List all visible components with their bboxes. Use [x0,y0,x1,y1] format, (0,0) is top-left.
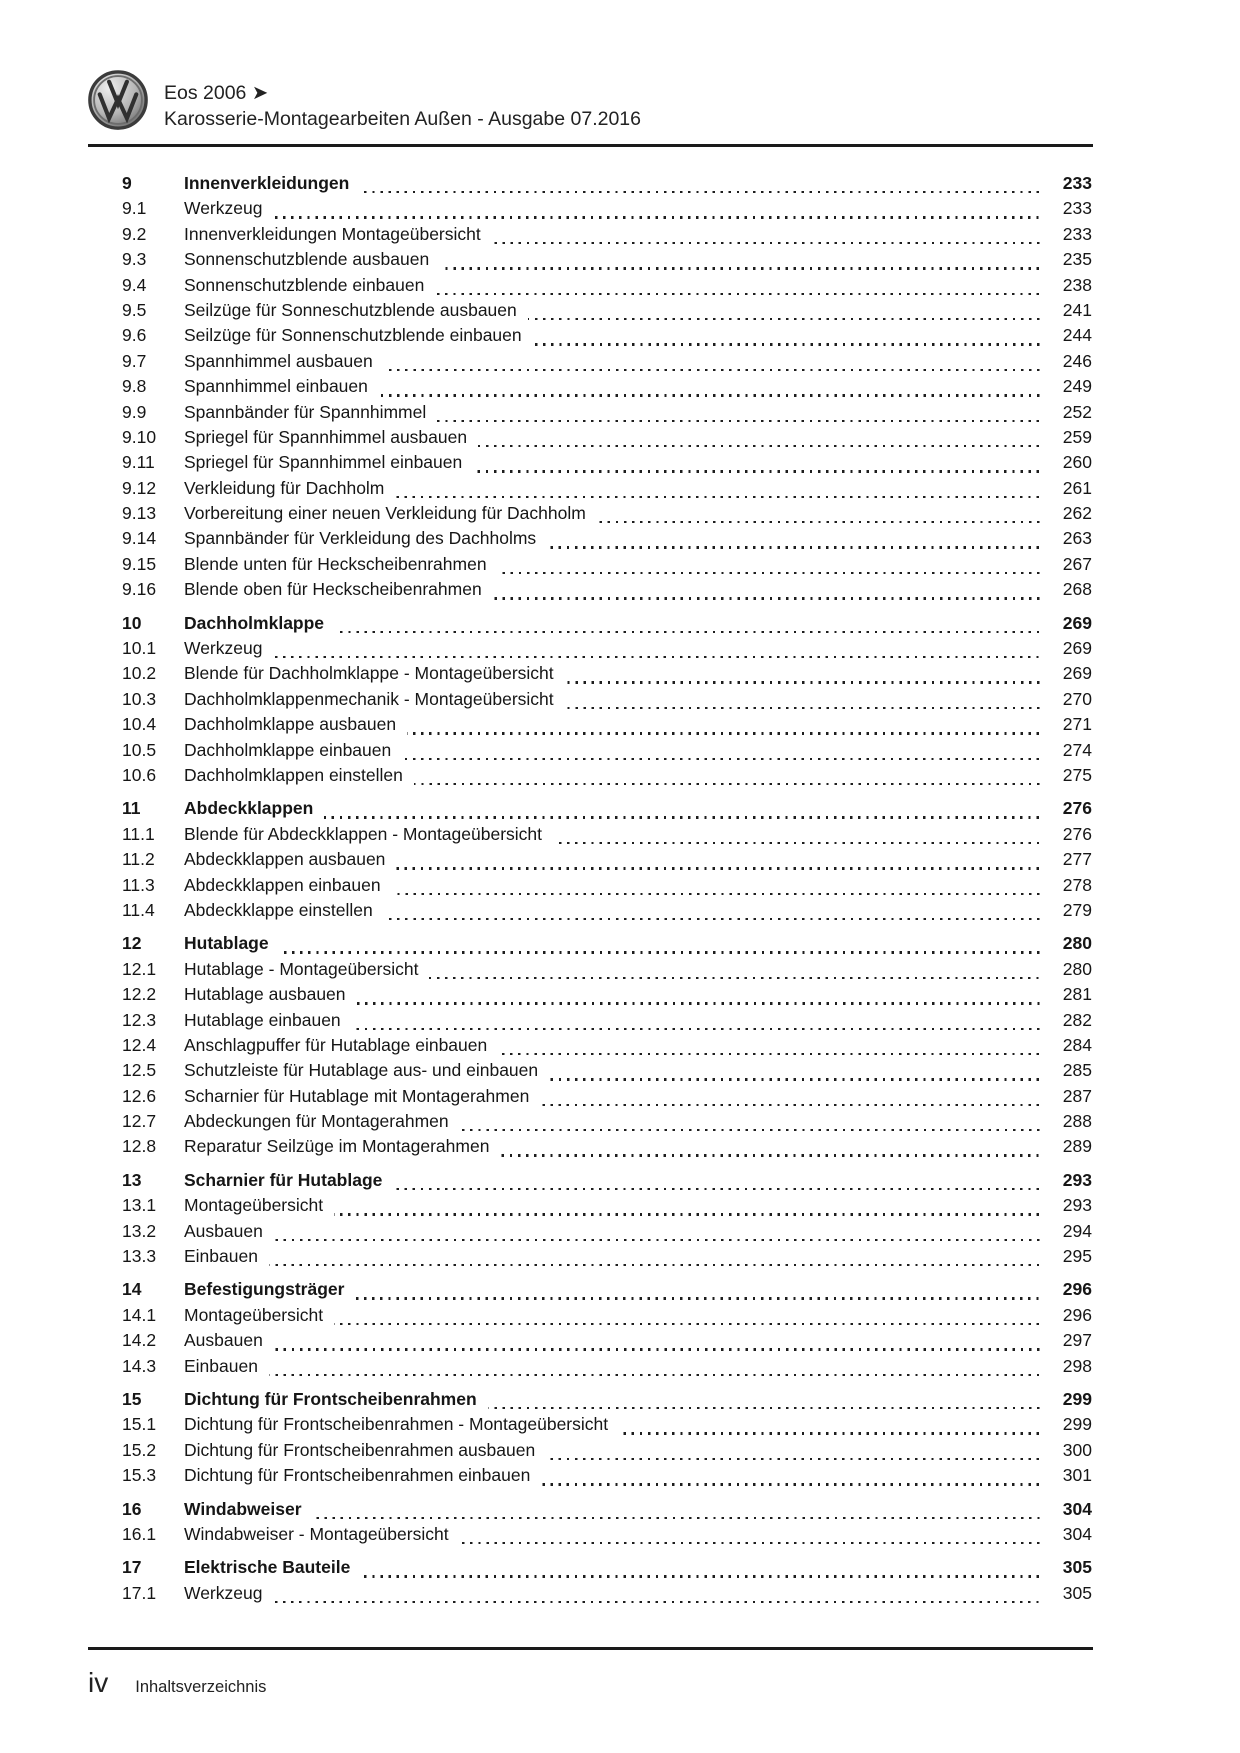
section-title: Ausbauen [184,1330,263,1351]
dot-leader [493,597,1044,599]
page-number: 295 [1062,1246,1092,1267]
vw-logo-icon [88,68,148,132]
toc-row [122,984,1092,1009]
section-title: Seilzüge für Sonnenschutzblende einbauen [184,325,522,346]
section-title: Blende für Dachholmklappe - Montageübersicht [184,663,554,684]
section-number: 10.3 [122,688,157,709]
toc-row [122,933,1092,958]
section-title: Dachholmklappe ausbauen [184,714,397,735]
toc-row [122,1499,1092,1524]
section-number: 9.12 [122,477,157,498]
page-number: 301 [1062,1465,1092,1486]
page-number: 274 [1062,739,1092,760]
section-number: 10.4 [122,714,157,735]
section-title: Verkleidung für Dachholm [184,477,385,498]
toc-row [122,875,1092,900]
page-number: 279 [1062,899,1092,920]
section-title: Dachholmklappen einstellen [184,764,403,785]
page-number: 241 [1062,299,1092,320]
toc-row [122,798,1092,823]
section-number: 9.15 [122,553,157,574]
section-title: Innenverkleidungen Montageübersicht [184,223,481,244]
page-number: 244 [1062,325,1092,346]
page-folio: iv [88,1667,109,1698]
section-number: 13.3 [122,1246,157,1267]
section-number: 9.10 [122,426,157,447]
toc-row [122,714,1092,739]
section-number: 11.1 [122,823,155,844]
section-title: Sonnenschutzblende einbauen [184,274,425,295]
page-number: 280 [1062,933,1092,954]
toc-row [122,1111,1092,1136]
toc-row [122,1246,1092,1271]
toc-row [122,198,1092,223]
section-title: Werkzeug [184,198,263,219]
section-number: 12.4 [122,1034,157,1055]
page-number: 267 [1062,553,1092,574]
toc-row [122,1060,1092,1085]
dot-leader [541,1483,1044,1485]
section-title: Abdeckungen für Montagerahmen [184,1111,449,1132]
dot-leader [393,1188,1044,1190]
section-number: 16 [122,1498,142,1519]
toc-row [122,300,1092,325]
section-title: Abdeckklappen einbauen [184,874,381,895]
section-title: Dichtung für Frontscheibenrahmen - Montageübersicht [184,1414,609,1435]
toc-row [122,376,1092,401]
dot-leader [384,369,1044,371]
dot-leader [597,521,1044,523]
section-number: 9.14 [122,528,157,549]
section-title: Blende für Abdeckklappen - Montageübersicht [184,823,543,844]
section-number: 9.7 [122,350,147,371]
section-number: 12.7 [122,1111,157,1132]
page-number: 260 [1062,452,1092,473]
section-title: Dichtung für Frontscheibenrahmen ausbauen [184,1439,536,1460]
page-number: 304 [1062,1498,1092,1519]
section-title: Hutablage [184,933,269,954]
dot-leader [396,867,1044,869]
toc-row [122,1035,1092,1060]
section-number: 17 [122,1557,142,1578]
section-title: Blende oben für Heckscheibenrahmen [184,579,482,600]
page-number: 297 [1062,1330,1092,1351]
section-title: Hutablage - Montageübersicht [184,958,419,979]
section-title: Dachholmklappenmechanik - Montageübersicht [184,688,554,709]
section-number: 16.1 [122,1523,157,1544]
section-title: Spriegel für Spannhimmel einbauen [184,452,463,473]
toc-row [122,173,1092,198]
page-number: 249 [1062,376,1092,397]
section-title: Montageübersicht [184,1304,324,1325]
toc-row [122,959,1092,984]
page-number: 271 [1062,714,1092,735]
section-number: 17.1 [122,1582,157,1603]
header-divider [88,144,1093,147]
dot-leader [460,1129,1044,1131]
section-title: Scharnier für Hutablage mit Montagerahmen [184,1085,530,1106]
dot-leader [357,1002,1044,1004]
page-number: 233 [1062,198,1092,219]
manual-subtitle: Karosserie-Montagearbeiten Außen - Ausgabe 07.2016 [164,108,641,130]
dot-leader [402,758,1044,760]
section-number: 10 [122,612,142,633]
page-number: 284 [1062,1034,1092,1055]
dot-leader [280,951,1044,953]
section-number: 13.2 [122,1220,157,1241]
section-number: 13 [122,1169,142,1190]
section-number: 10.2 [122,663,157,684]
page-number: 252 [1062,401,1092,422]
section-title: Seilzüge für Sonneschutzblende ausbauen [184,299,517,320]
toc-row [122,1330,1092,1355]
toc-row [122,1170,1092,1195]
dot-leader [414,783,1044,785]
section-title: Spannbänder für Spannhimmel [184,401,427,422]
section-number: 10.1 [122,638,157,659]
dot-leader [546,1458,1044,1460]
dot-leader [440,267,1044,269]
dot-leader [473,470,1044,472]
dot-leader [352,1028,1044,1030]
page-number: 269 [1062,663,1092,684]
page-number: 269 [1062,612,1092,633]
page-number: 296 [1062,1304,1092,1325]
section-title: Werkzeug [184,638,263,659]
dot-leader [269,1374,1044,1376]
toc-row [122,1305,1092,1330]
section-title: Hutablage ausbauen [184,984,346,1005]
section-title: Sonnenschutzblende ausbauen [184,249,430,270]
section-title: Ausbauen [184,1220,263,1241]
toc-row [122,351,1092,376]
page-number: 238 [1062,274,1092,295]
page-number: 246 [1062,350,1092,371]
dot-leader [619,1432,1044,1434]
section-number: 9.4 [122,274,147,295]
dot-leader [407,732,1044,734]
section-number: 9.16 [122,579,157,600]
dot-leader [437,420,1044,422]
section-number: 14.1 [122,1304,157,1325]
section-number: 9.8 [122,376,147,397]
section-number: 9.3 [122,249,147,270]
page-number: 278 [1062,874,1092,895]
toc-row [122,689,1092,714]
dot-leader [384,918,1044,920]
section-number: 14 [122,1279,142,1300]
section-title: Spannhimmel ausbauen [184,350,373,371]
section-title: Befestigungsträger [184,1279,345,1300]
section-title: Abdeckklappen [184,798,314,819]
dot-leader [500,1154,1044,1156]
section-title: Vorbereitung einer neuen Verkleidung für Dachholm [184,503,586,524]
page-number: 282 [1062,1009,1092,1030]
section-number: 11.4 [122,899,155,920]
dot-leader [492,242,1044,244]
section-title: Abdeckklappe einstellen [184,899,373,920]
section-number: 11.3 [122,874,155,895]
table-of-contents [122,165,1092,1608]
section-title: Abdeckklappen ausbauen [184,849,386,870]
dot-leader [565,707,1044,709]
dot-leader [435,293,1044,295]
section-number: 14.3 [122,1355,157,1376]
page-number: 262 [1062,503,1092,524]
toc-row [122,1195,1092,1220]
page-number: 270 [1062,688,1092,709]
page-number: 275 [1062,764,1092,785]
dot-leader [360,191,1044,193]
section-title: Einbauen [184,1246,258,1267]
toc-row [122,1557,1092,1582]
section-number: 15.3 [122,1465,157,1486]
page-number: 277 [1062,849,1092,870]
section-number: 9.5 [122,299,147,320]
toc-row [122,1356,1092,1381]
page-number: 233 [1062,173,1092,193]
toc-row [122,1136,1092,1161]
toc-row [122,528,1092,553]
dot-leader [273,216,1044,218]
footer-label: Inhaltsverzeichnis [135,1678,267,1696]
section-number: 9.11 [122,452,155,473]
page-number: 296 [1062,1279,1092,1300]
toc-row [122,402,1092,427]
page-number: 299 [1062,1388,1092,1409]
section-title: Innenverkleidungen [184,173,350,193]
section-title: Montageübersicht [184,1195,324,1216]
section-title: Dachholmklappe [184,612,325,633]
dot-leader [269,1264,1044,1266]
toc-row [122,1389,1092,1414]
section-title: Elektrische Bauteile [184,1557,351,1578]
section-title: Dichtung für Frontscheibenrahmen [184,1388,477,1409]
section-number: 12.2 [122,984,157,1005]
page-number: 285 [1062,1060,1092,1081]
toc-row [122,824,1092,849]
section-number: 15 [122,1388,142,1409]
toc-row [122,900,1092,925]
dot-leader [395,496,1044,498]
toc-row [122,663,1092,688]
page-number: 300 [1062,1439,1092,1460]
page-number: 299 [1062,1414,1092,1435]
section-number: 11.2 [122,849,155,870]
dot-leader [488,1407,1044,1409]
dot-leader [273,1601,1044,1603]
toc-row [122,613,1092,638]
toc-row [122,1414,1092,1439]
section-number: 10.6 [122,764,157,785]
section-title: Schutzleiste für Hutablage aus- und einbauen [184,1060,539,1081]
section-number: 9.6 [122,325,147,346]
page-number: 305 [1062,1557,1092,1578]
page-number: 289 [1062,1136,1092,1157]
section-title: Einbauen [184,1355,258,1376]
dot-leader [274,1239,1044,1241]
page-number: 269 [1062,638,1092,659]
dot-leader [324,816,1044,818]
dot-leader [460,1542,1044,1544]
toc-row [122,1440,1092,1465]
section-title: Dichtung für Frontscheibenrahmen einbauen [184,1465,531,1486]
section-title: Windabweiser [184,1498,302,1519]
header-titles [164,68,641,132]
model-title: Eos 2006 ➤ [164,82,269,104]
dot-leader [334,1213,1044,1215]
toc-row [122,224,1092,249]
page-number: 294 [1062,1220,1092,1241]
dot-leader [335,631,1044,633]
section-number: 12.6 [122,1085,157,1106]
section-title: Blende unten für Heckscheibenrahmen [184,553,487,574]
page-number: 261 [1062,477,1092,498]
section-title: Windabweiser - Montageübersicht [184,1523,449,1544]
section-number: 9.13 [122,503,157,524]
section-number: 10.5 [122,739,157,760]
dot-leader [392,893,1044,895]
toc-row [122,740,1092,765]
section-number: 12.3 [122,1009,157,1030]
page-number: 288 [1062,1111,1092,1132]
section-title: Reparatur Seilzüge im Montagerahmen [184,1136,490,1157]
toc-row [122,478,1092,503]
page-number: 259 [1062,426,1092,447]
toc-row [122,579,1092,604]
section-title: Spriegel für Spannhimmel ausbauen [184,426,468,447]
section-number: 9.9 [122,401,147,422]
section-title: Scharnier für Hutablage [184,1169,383,1190]
dot-leader [547,546,1044,548]
section-title: Spannbänder für Verkleidung des Dachholms [184,528,537,549]
dot-leader [379,394,1044,396]
toc-row [122,1086,1092,1111]
section-title: Anschlagpuffer für Hutablage einbauen [184,1034,488,1055]
dot-leader [528,318,1044,320]
dot-leader [429,977,1044,979]
dot-leader [273,656,1044,658]
dot-leader [498,572,1044,574]
section-number: 11 [122,798,141,819]
toc-row [122,765,1092,790]
page-number: 293 [1062,1195,1092,1216]
section-number: 12.5 [122,1060,157,1081]
toc-row [122,427,1092,452]
toc-row [122,249,1092,274]
page-number: 305 [1062,1582,1092,1603]
dot-leader [553,842,1044,844]
dot-leader [533,343,1044,345]
toc-row [122,325,1092,350]
toc-row [122,1221,1092,1246]
page-number: 280 [1062,958,1092,979]
dot-leader [565,681,1044,683]
page-number: 304 [1062,1523,1092,1544]
toc-row [122,1279,1092,1304]
section-number: 9 [122,173,132,193]
toc-row [122,554,1092,579]
dot-leader [355,1297,1044,1299]
page-number: 276 [1062,823,1092,844]
dot-leader [313,1517,1044,1519]
dot-leader [361,1575,1044,1577]
page-number: 276 [1062,798,1092,819]
toc-row [122,275,1092,300]
toc-row [122,638,1092,663]
toc-row [122,1010,1092,1035]
dot-leader [549,1078,1044,1080]
toc-row [122,503,1092,528]
section-title: Werkzeug [184,1582,263,1603]
section-number: 9.1 [122,198,147,219]
page-number: 298 [1062,1355,1092,1376]
dot-leader [540,1104,1044,1106]
section-title: Hutablage einbauen [184,1009,341,1030]
page-number: 263 [1062,528,1092,549]
footer-divider [88,1647,1093,1650]
page-number: 235 [1062,249,1092,270]
page-header [88,68,1093,132]
section-number: 12 [122,933,142,954]
page-number: 281 [1062,984,1092,1005]
section-number: 15.2 [122,1439,157,1460]
section-title: Dachholmklappe einbauen [184,739,392,760]
dot-leader [334,1323,1044,1325]
toc-row [122,452,1092,477]
dot-leader [274,1348,1044,1350]
section-number: 12.8 [122,1136,157,1157]
toc-row [122,1465,1092,1490]
section-number: 12.1 [122,958,157,979]
section-title: Spannhimmel einbauen [184,376,368,397]
section-number: 14.2 [122,1330,157,1351]
section-number: 9.2 [122,223,147,244]
page-number: 268 [1062,579,1092,600]
toc-row [122,1524,1092,1549]
section-number: 15.1 [122,1414,157,1435]
dot-leader [498,1053,1044,1055]
dot-leader [478,445,1044,447]
toc-row [122,849,1092,874]
section-number: 13.1 [122,1195,157,1216]
page-footer [88,1668,266,1698]
page-number: 287 [1062,1085,1092,1106]
toc-row [122,1583,1092,1608]
page-number: 233 [1062,223,1092,244]
page-number: 293 [1062,1169,1092,1190]
